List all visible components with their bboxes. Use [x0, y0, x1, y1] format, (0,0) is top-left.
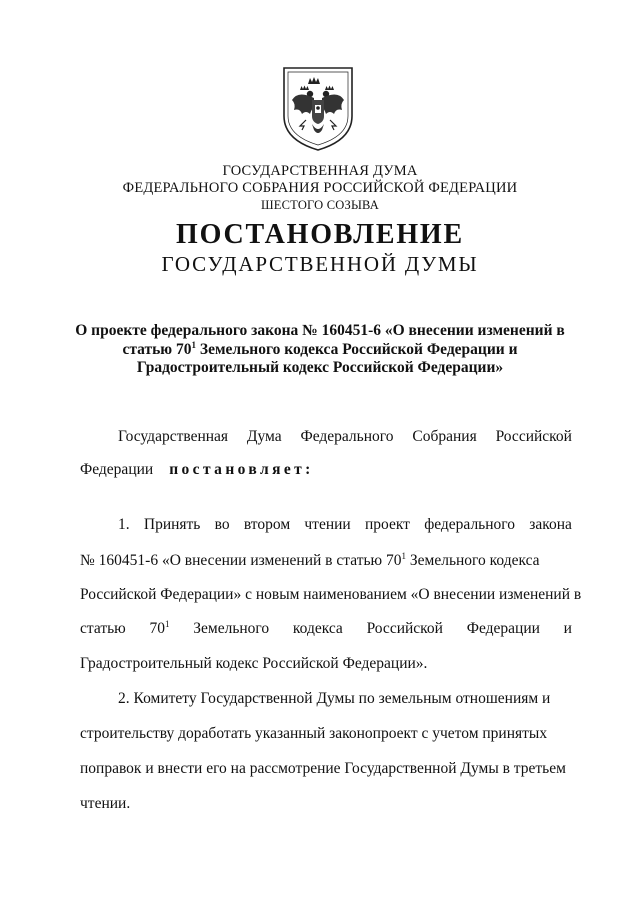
- preamble-word: Собрания: [412, 428, 477, 445]
- subject-line-2-b: Земельного кодекса Российской Федерации и: [196, 341, 518, 358]
- item1-line-2-a: № 160451-6 «О внесении изменений в статью 70: [80, 552, 402, 569]
- preamble-word: Российской: [495, 428, 572, 445]
- item2-line-4: чтении.: [80, 795, 131, 812]
- preamble-word: Дума: [246, 428, 282, 445]
- item1-line-3: Российской Федерации» с новым наименованием «О внесении изменений в: [80, 586, 582, 603]
- item1-word: кодекса: [292, 620, 343, 637]
- item1-article-number: [150, 620, 170, 638]
- header-assembly-line: ФЕДЕРАЛЬНОГО СОБРАНИЯ РОССИЙСКОЙ ФЕДЕРАЦИИ: [122, 180, 518, 196]
- item1-superscript: 1: [401, 550, 406, 561]
- preamble-word: Государственная: [118, 428, 229, 445]
- item1-word: Российской: [366, 620, 443, 637]
- item1-line-2: [80, 552, 572, 570]
- subject-line-1: О проекте федерального закона № 160451-6 «О внесении изменений в: [75, 322, 565, 339]
- item1-line-4: [80, 620, 572, 638]
- resolves-word: постановляет:: [169, 461, 314, 478]
- item1-word: во: [214, 516, 230, 533]
- preamble-line-2: [80, 461, 572, 479]
- subject-line-3: Градостроительный кодекс Российской Федерации»: [136, 359, 504, 376]
- item1-word: 1.: [118, 516, 130, 533]
- document-subtitle: ГОСУДАРСТВЕННОЙ ДУМЫ: [161, 252, 479, 276]
- item2-line-3: поправок и внести его на рассмотрение Государственной Думы в третьем: [80, 760, 566, 777]
- item2-line-2: строительству доработать указанный законопроект с учетом принятых: [80, 725, 548, 742]
- preamble-word: Федерального: [300, 428, 394, 445]
- item1-word: проект: [364, 516, 410, 533]
- subject-superscript: 1: [191, 339, 197, 350]
- item1-word: федерального: [424, 516, 516, 533]
- coat-of-arms-emblem: [278, 64, 358, 152]
- subject-line-2: [70, 341, 570, 359]
- item1-line-1: [118, 516, 572, 534]
- item1-word: Принять: [143, 516, 201, 533]
- document-title: ПОСТАНОВЛЕНИЕ: [176, 219, 464, 250]
- item2-line-1: 2. Комитету Государственной Думы по земельным отношениям и: [118, 690, 551, 707]
- item1-article-70: 70: [149, 620, 165, 637]
- preamble-federation: Федерации: [80, 461, 154, 478]
- item1-word: и: [563, 620, 572, 637]
- subject-line-2-a: статью 70: [122, 341, 192, 358]
- preamble-line-1: [118, 428, 572, 446]
- item1-superscript-2: 1: [165, 618, 170, 629]
- item1-word: чтении: [304, 516, 351, 533]
- item1-word: закона: [529, 516, 572, 533]
- item1-word: Федерации: [466, 620, 540, 637]
- header-convocation-line: ШЕСТОГО СОЗЫВА: [260, 198, 380, 212]
- header-duma-line: ГОСУДАРСТВЕННАЯ ДУМА: [222, 163, 418, 179]
- item1-word: Земельного: [193, 620, 270, 637]
- item1-line-5: Градостроительный кодекс Российской Федерации».: [80, 655, 428, 672]
- item1-word: втором: [243, 516, 291, 533]
- item1-word: статью: [80, 620, 126, 637]
- item1-line-2-b: Земельного кодекса: [406, 552, 540, 569]
